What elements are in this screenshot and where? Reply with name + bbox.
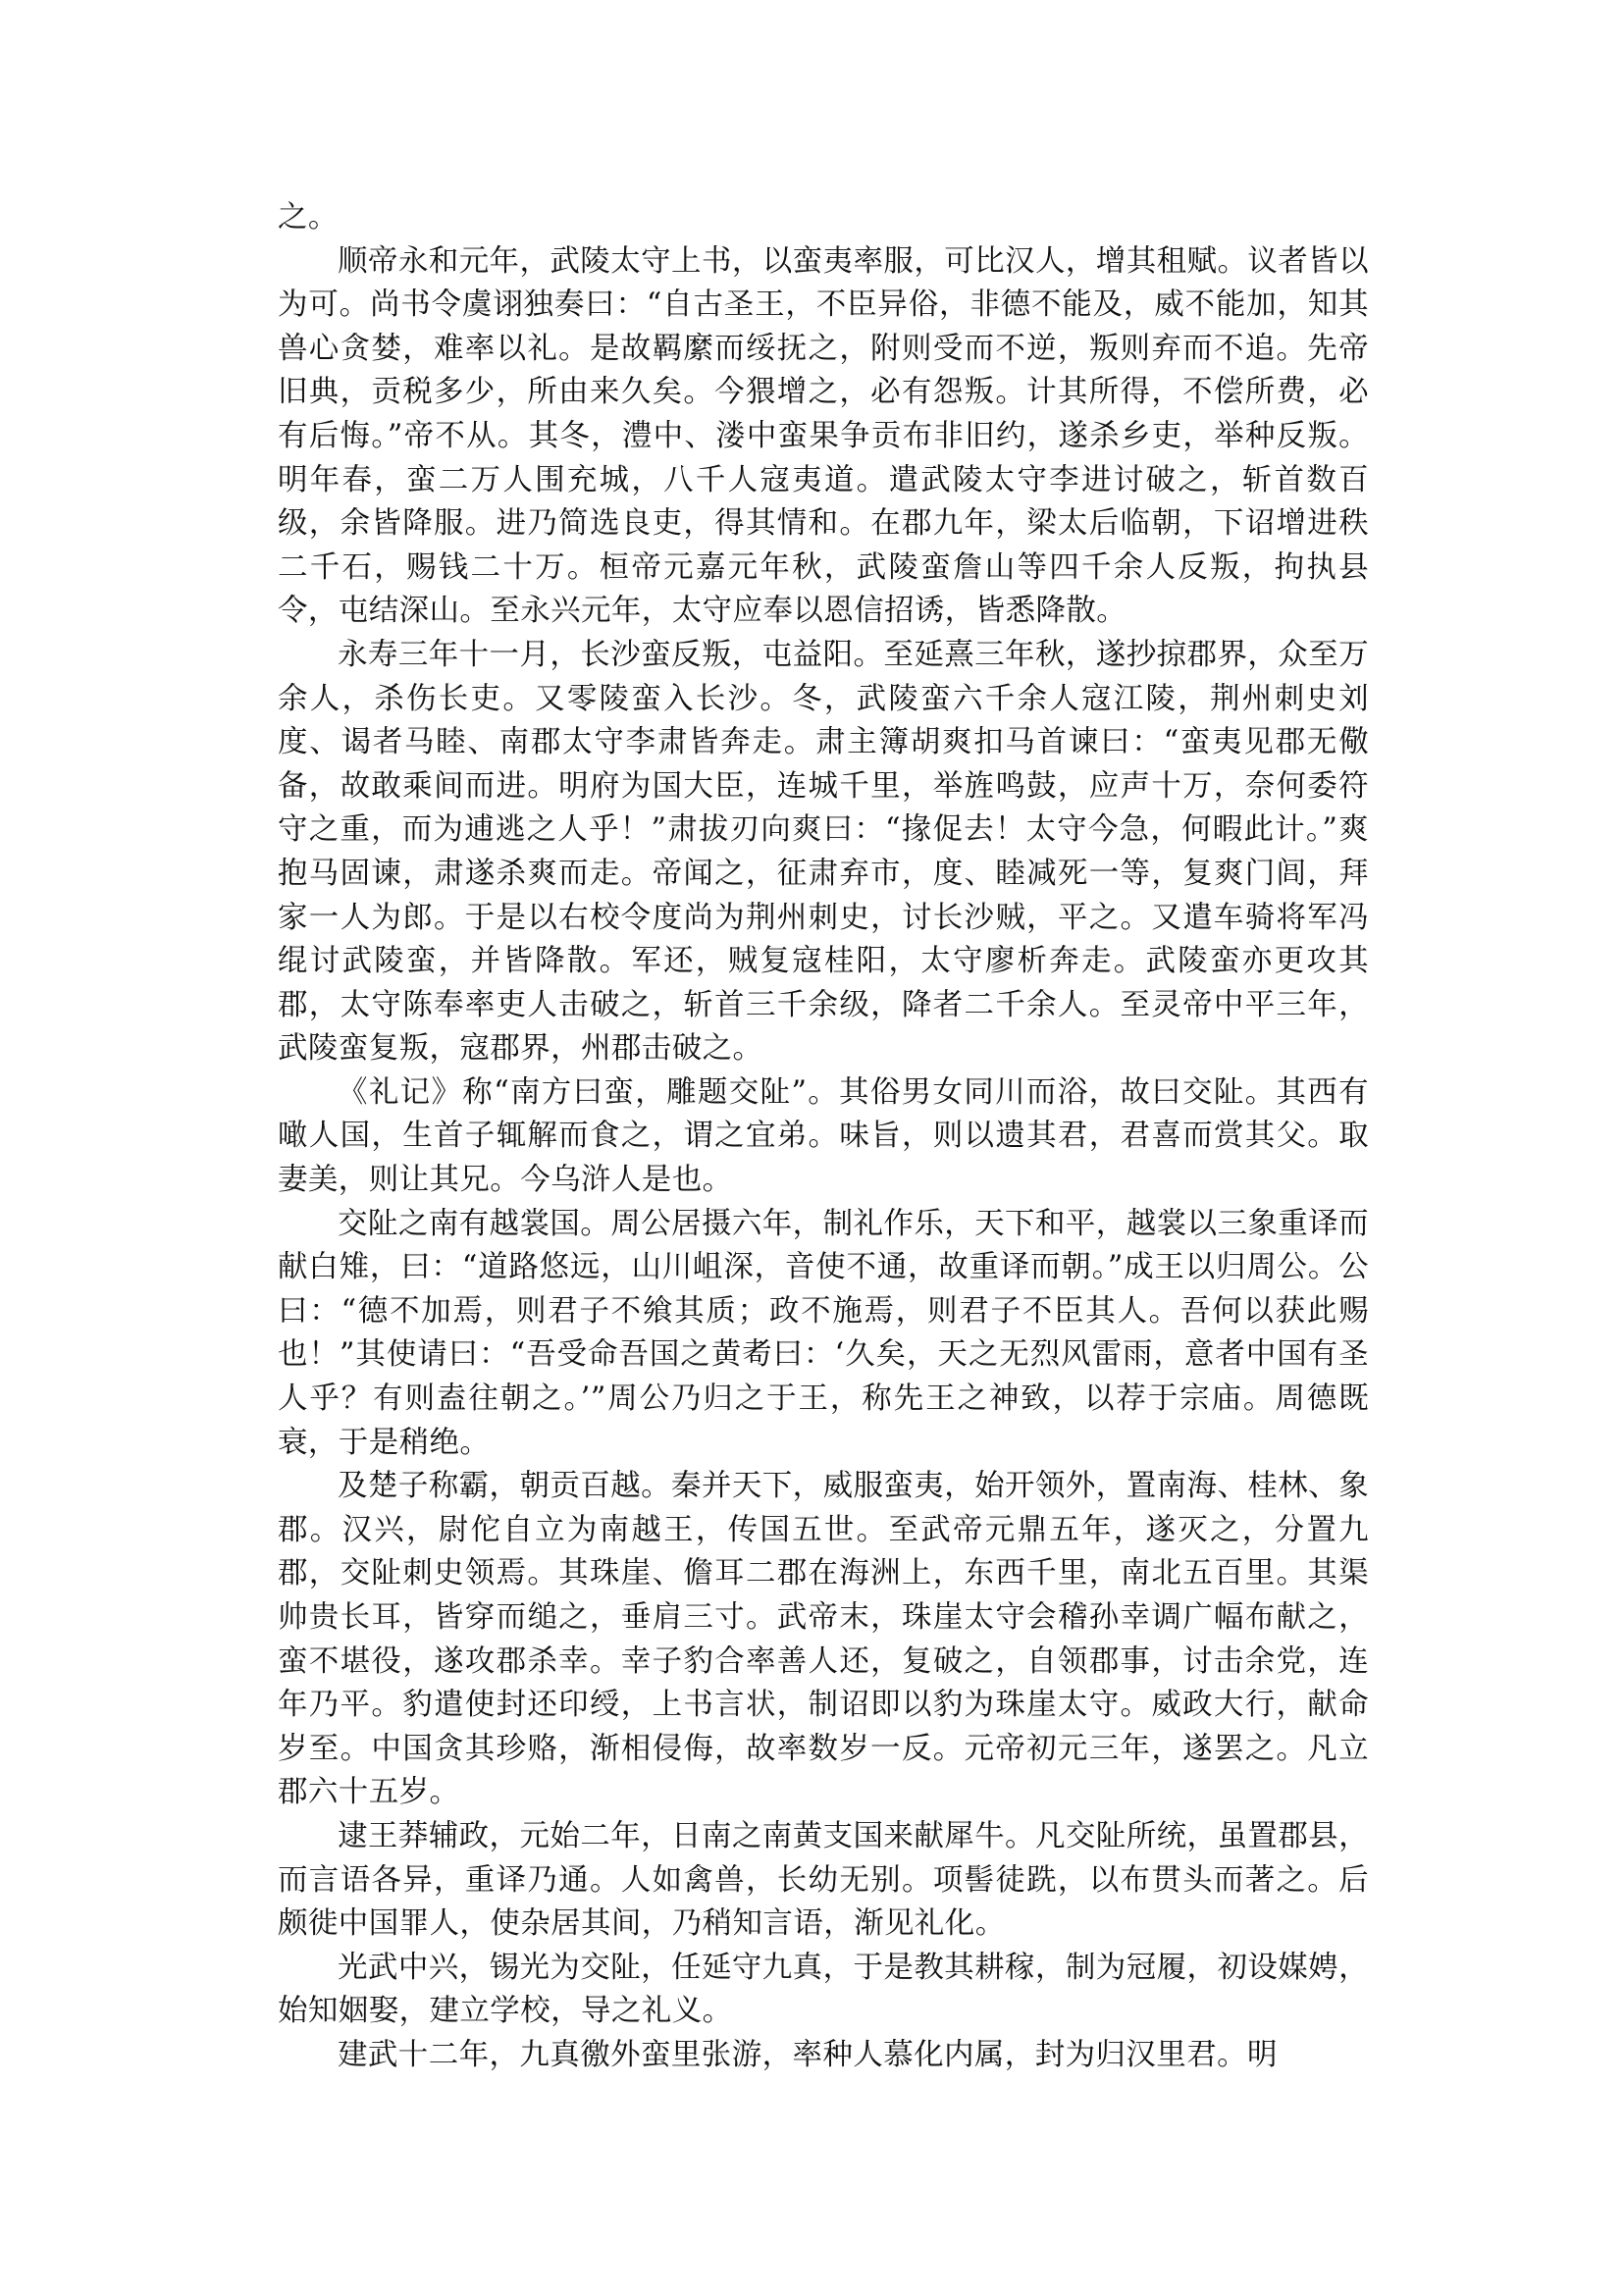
paragraph-continuation: 之。: [278, 200, 339, 235]
paragraph-liji: 《礼记》称“南方曰蛮，雕题交阯”。其俗男女同川而浴，故曰交阯。其西有噉人国，生首子辄解而食之，谓之宜弟。味旨，则以遗其君，君喜而赏其父。取妻美，则让其兄。今乌浒人是也。: [278, 1074, 1369, 1198]
paragraph-jianwu: 建武十二年，九真徼外蛮里张游，率种人慕化内属，封为归汉里君。明: [338, 2037, 1278, 2072]
paragraph-guangwu: 光武中兴，锡光为交阯，任延守九真，于是教其耕稼，制为冠履，初设媒娉，始知姻娶，建立学校，导之礼义。: [278, 1950, 1369, 2029]
paragraph-shundi-yonghe: 顺帝永和元年，武陵太守上书，以蛮夷率服，可比汉人，增其租赋。议者皆以为可。尚书令虞诩独奏曰：“自古圣王，不臣异俗，非德不能及，威不能加，知其兽心贪婪，难率以礼。是故羁縻而绥抚之，附则受而不逆，叛则弃而不追。先帝旧典，贡税多少，所由来久矣。今猥增之，必有怨叛。计其所得，不偿所费，必有后悔。”帝不从。其冬，澧中、溇中蛮果争贡布非旧约，遂杀乡吏，举种反叛。明年春，蛮二万人围充城，八千人寇夷道。遣武陵太守李进讨破之，斩首数百级，余皆降服。进乃简选良吏，得其情和。在郡九年，梁太后临朝，下诏增进秩二千石，赐钱二十万。桓帝元嘉元年秋，武陵蛮詹山等四千余人反叛，拘执县令，屯结深山。至永兴元年，太守应奉以恩信招诱，皆悉降散。: [278, 243, 1369, 629]
document-page: [278, 196, 1369, 2078]
paragraph-chuzi: 及楚子称霸，朝贡百越。秦并天下，威服蛮夷，始开领外，置南海、桂林、象郡。汉兴，尉佗自立为南越王，传国五世。至武帝元鼎五年，遂灭之，分置九郡，交阯刺史领焉。其珠崖、儋耳二郡在海洲上，东西千里，南北五百里。其渠帅贵长耳，皆穿而缒之，垂肩三寸。武帝末，珠崖太守会稽孙幸调广幅布献之，蛮不堪役，遂攻郡杀幸。幸子豹合率善人还，复破之，自领郡事，讨击余党，连年乃平。豹遣使封还印绶，上书言状，制诏即以豹为珠崖太守。威政大行，献命岁至。中国贪其珍赂，渐相侵侮，故率数岁一反。元帝初元三年，遂罢之。凡立郡六十五岁。: [278, 1469, 1369, 1810]
paragraph-yongshou: 永寿三年十一月，长沙蛮反叛，屯益阳。至延熹三年秋，遂抄掠郡界，众至万余人，杀伤长吏。又零陵蛮入长沙。冬，武陵蛮六千余人寇江陵，荆州刺史刘度、谒者马睦、南郡太守李肃皆奔走。肃主簿胡爽扣马首谏曰：“蛮夷见郡无儆备，故敢乘间而进。明府为国大臣，连城千里，举旌鸣鼓，应声十万，奈何委符守之重，而为逋逃之人乎！”肃拔刃向爽曰：“掾促去！太守今急，何暇此计。”爽抱马固谏，肃遂杀爽而走。帝闻之，征肃弃市，度、睦减死一等，复爽门闾，拜家一人为郎。于是以右校令度尚为荆州刺史，讨长沙贼，平之。又遣车骑将军冯绲讨武陵蛮，并皆降散。军还，贼复寇桂阳，太守廖析奔走。武陵蛮亦更攻其郡，太守陈奉率吏人击破之，斩首三千余级，降者二千余人。至灵帝中平三年，武陵蛮复叛，寇郡界，州郡击破之。: [278, 637, 1369, 1067]
paragraph-yueshang: 交阯之南有越裳国。周公居摄六年，制礼作乐，天下和平，越裳以三象重译而献白雉，曰：“道路悠远，山川岨深，音使不通，故重译而朝。”成王以归周公。公曰：“德不加焉，则君子不飨其质；政不施焉，则君子不臣其人。吾何以获此赐也！”其使请曰：“吾受命吾国之黄耇曰：‘久矣，天之无烈风雷雨，意者中国有圣人乎？有则盍往朝之。’”周公乃归之于王，称先王之神致，以荐于宗庙。周德既衰，于是稍绝。: [278, 1206, 1369, 1460]
paragraph-wangmang: 逮王莽辅政，元始二年，日南之南黄支国来献犀牛。凡交阯所统，虽置郡县，而言语各异，重译乃通。人如禽兽，长幼无别。项髻徒跣，以布贯头而著之。后颇徙中国罪人，使杂居其间，乃稍知言语，渐见礼化。: [278, 1818, 1369, 1942]
